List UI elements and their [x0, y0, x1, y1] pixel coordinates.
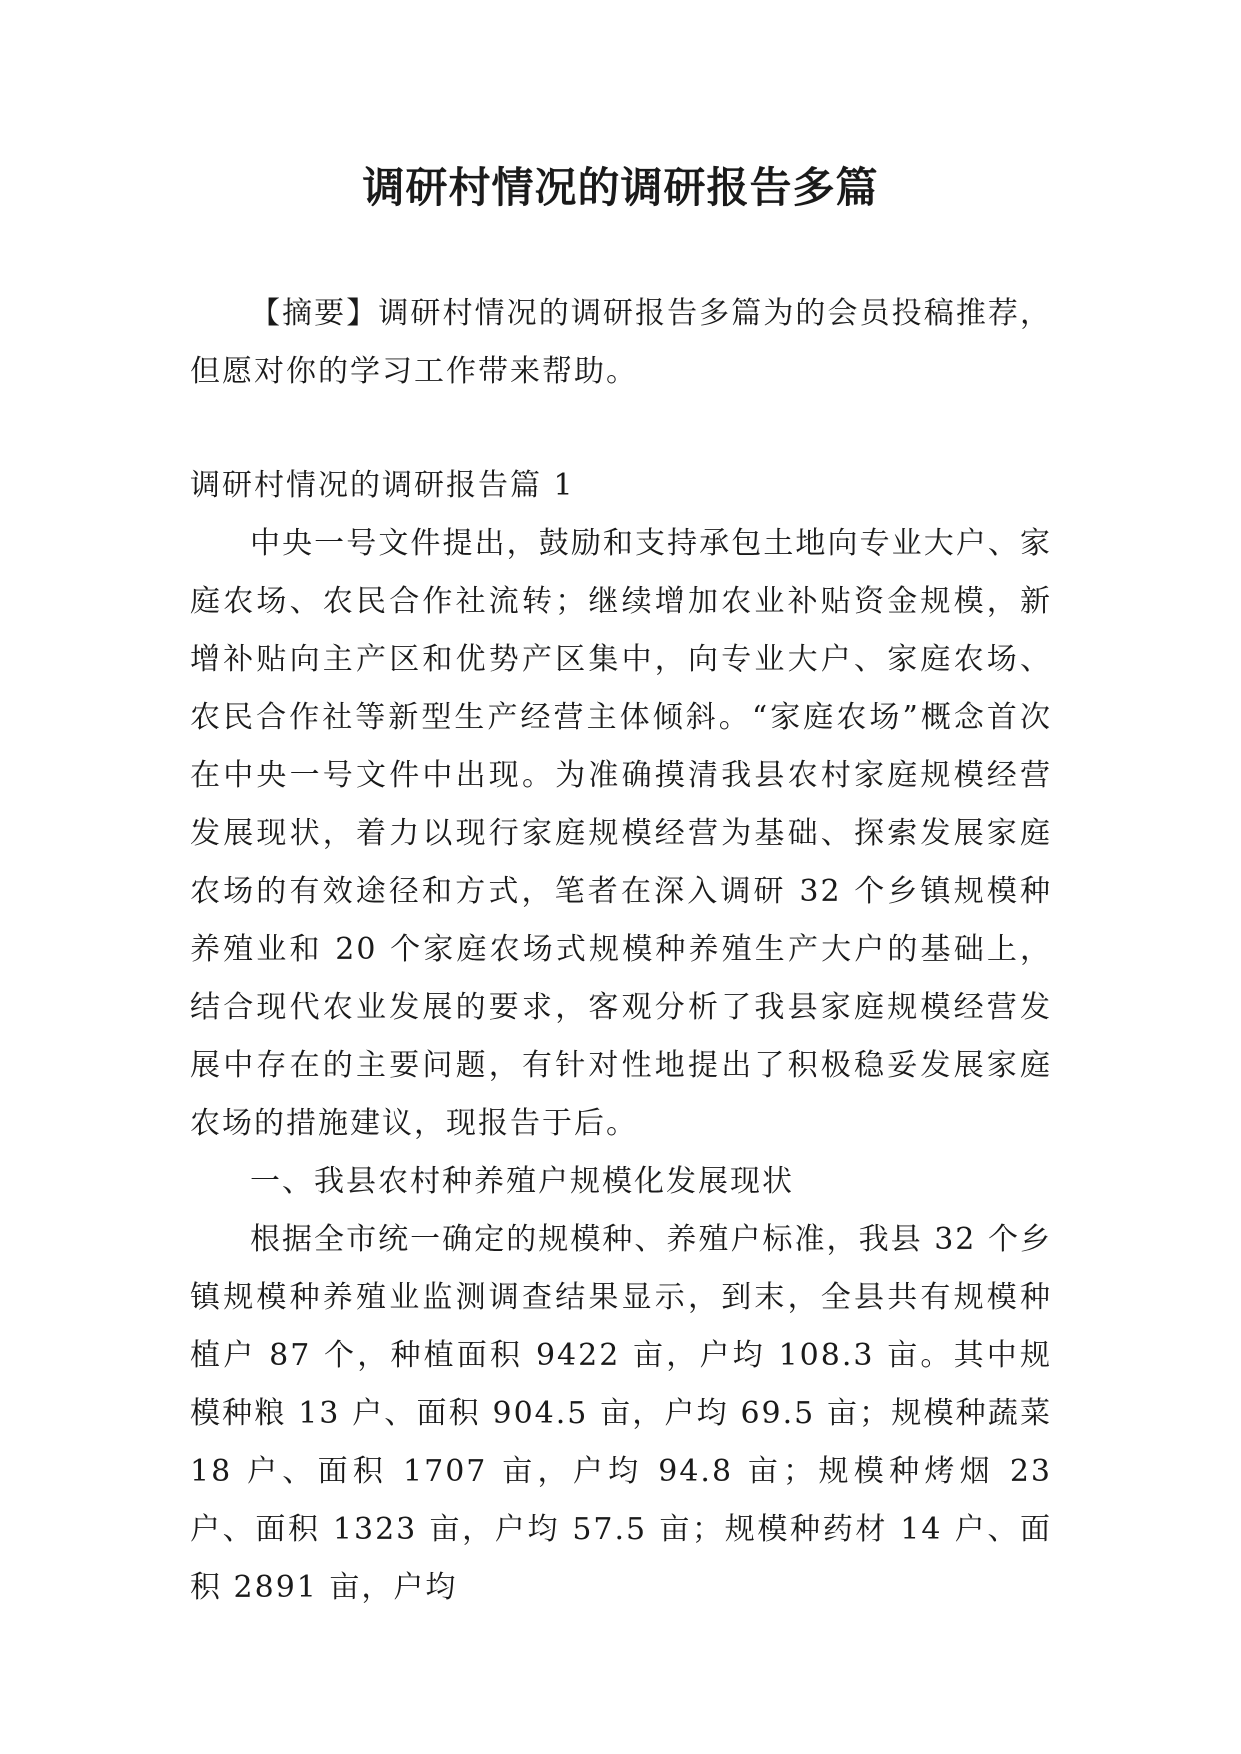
body-paragraph: 根据全市统一确定的规模种、养殖户标准，我县 32 个乡镇规模种养殖业监测调查结果显示，到末，全县共有规模种植户 87 个，种植面积 9422 亩，户均 108.3 亩。其中规模种粮 13 户、面积 904.5 亩，户均 69.5 亩；规模种蔬菜 18 户、面积 1707 亩，户均 94.8 亩；规模种烤烟 23 户、面积 1323 亩，户均 57.5 亩；规模种药材 14 户、面积 2891 亩，户均	[190, 1222, 1052, 1605]
subsection-heading: 一、我县农村种养殖户规模化发展现状	[250, 1164, 794, 1199]
body-paragraph: 中央一号文件提出，鼓励和支持承包土地向专业大户、家庭农场、农民合作社流转；继续增加农业补贴资金规模，新增补贴向主产区和优势产区集中，向专业大户、家庭农场、农民合作社等新型生产经营主体倾斜。“家庭农场”概念首次在中央一号文件中出现。为准确摸清我县农村家庭规模经营发展现状，着力以现行家庭规模经营为基础、探索发展家庭农场的有效途径和方式，笔者在深入调研 32 个乡镇规模种养殖业和 20 个家庭农场式规模种养殖生产大户的基础上，结合现代农业发展的要求，客观分析了我县家庭规模经营发展中存在的主要问题，有针对性地提出了积极稳妥发展家庭农场的措施建议，现报告于后。	[190, 526, 1052, 1141]
abstract-paragraph: 【摘要】调研村情况的调研报告多篇为的会员投稿推荐，但愿对你的学习工作带来帮助。	[190, 296, 1052, 389]
document-body	[190, 285, 1052, 1617]
document-title: 调研村情况的调研报告多篇	[362, 163, 879, 212]
section-spacer	[190, 401, 1052, 457]
section-title: 调研村情况的调研报告篇 1	[190, 468, 575, 503]
